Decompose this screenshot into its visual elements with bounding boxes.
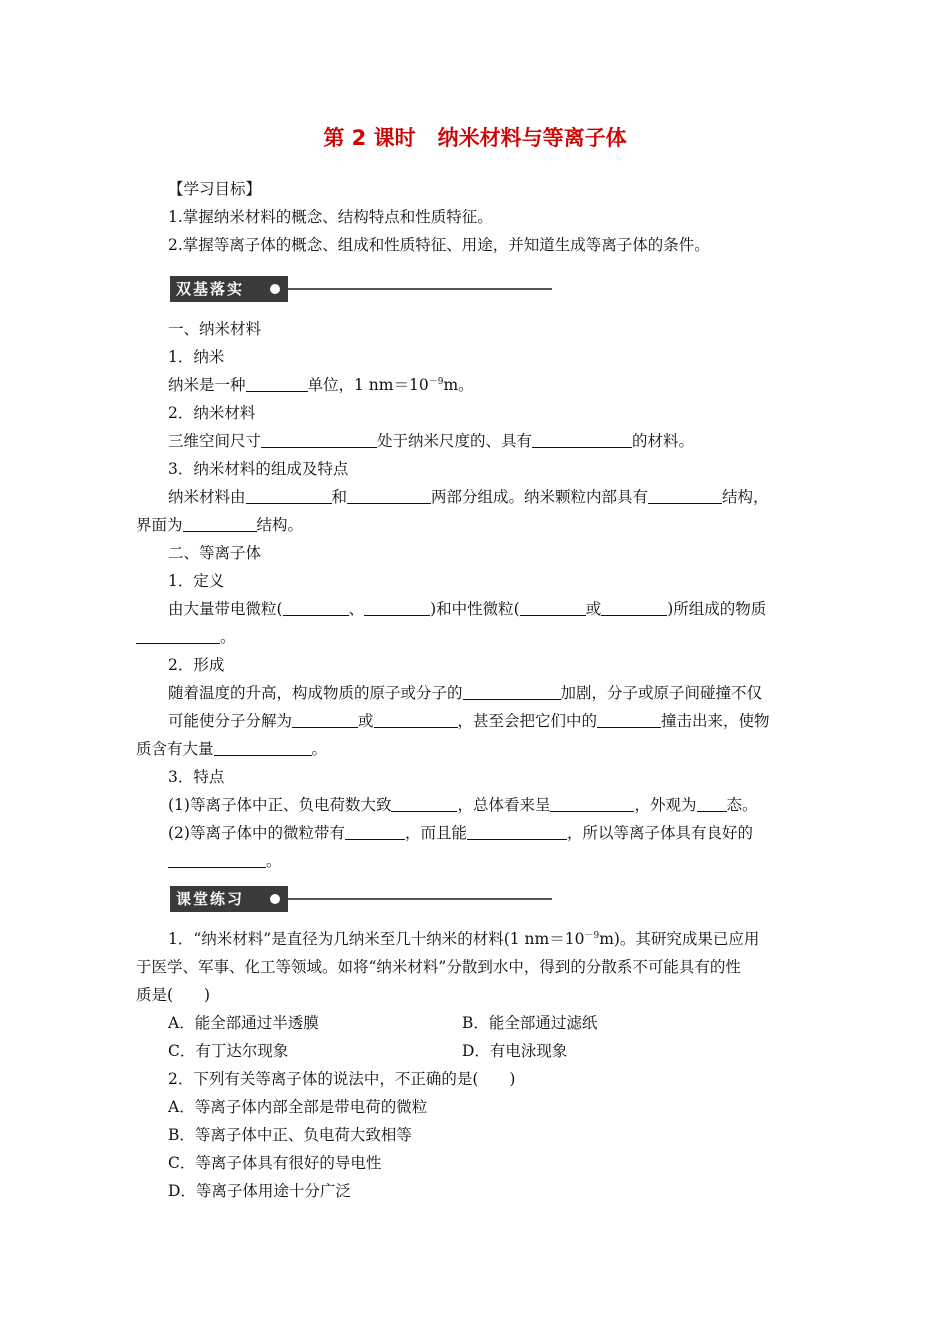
fill-blank[interactable] (697, 795, 727, 812)
text-line: 。 (136, 626, 236, 648)
fill-blank[interactable] (463, 683, 561, 700)
fill-blank[interactable] (136, 627, 220, 644)
fill-blank[interactable] (532, 431, 632, 448)
fill-blank[interactable] (183, 515, 257, 532)
text-line: 可能使分子分解为 或 ，甚至会把它们中的 撞击出来，使物 (168, 712, 770, 730)
section-heading: 二、等离子体 (168, 544, 262, 562)
text-line: 纳米是一种 单位，1 $nm=10^{-9}m$。 (168, 376, 474, 394)
banner-rule (288, 898, 552, 900)
text-line: 界面为 结构。 (136, 516, 304, 534)
text-line: 随着温度的升高，构成物质的原子或分子的 加剧，分子或原子间碰撞不仅 (168, 684, 763, 702)
fill-blank[interactable] (214, 739, 312, 756)
question-1-cont: 质是( ) (136, 986, 211, 1004)
section-banner-practice (170, 886, 552, 912)
banner-rule (288, 288, 552, 290)
subsection-heading: 1．定义 (168, 572, 225, 590)
option-b[interactable]: B．能全部通过滤纸 (462, 1014, 598, 1032)
text-line: 由大量带电微粒( 、 )和中性微粒( 或 )所组成的物质 (168, 600, 767, 618)
question-1-cont: 于医学、军事、化工等领域。如将“纳米材料”分散到水中，得到的分散系不可能具有的性 (136, 958, 741, 976)
text-line: 质含有大量 。 (136, 740, 328, 758)
fill-blank[interactable] (467, 823, 567, 840)
fill-blank[interactable] (550, 795, 634, 812)
fill-blank[interactable] (520, 599, 586, 616)
fill-blank[interactable] (246, 487, 332, 504)
objective-item: 1.掌握纳米材料的概念、结构特点和性质特征。 (168, 208, 493, 226)
text-line: 三维空间尺寸 处于纳米尺度的、具有 的材料。 (168, 432, 695, 450)
fill-blank[interactable] (601, 599, 667, 616)
text-line: 纳米材料由 和 两部分组成。纳米颗粒内部具有 结构， (168, 488, 769, 506)
question-2: 2．下列有关等离子体的说法中，不正确的是( ) (168, 1070, 516, 1088)
subsection-heading: 3．纳米材料的组成及特点 (168, 460, 349, 478)
option-c[interactable]: C．有丁达尔现象 (168, 1042, 289, 1060)
text-line: (2)等离子体中的微粒带有 ，而且能 ，所以等离子体具有良好的 (168, 824, 753, 842)
text-line: (1)等离子体中正、负电荷数大致 ，总体看来呈 ，外观为 态。 (168, 796, 758, 814)
fill-blank[interactable] (364, 599, 430, 616)
option-d[interactable]: D．有电泳现象 (462, 1042, 568, 1060)
fill-blank[interactable] (246, 375, 308, 392)
section-banner-basics (170, 276, 552, 302)
fill-blank[interactable] (168, 851, 266, 868)
subsection-heading: 1．纳米 (168, 348, 225, 366)
subsection-heading: 3．特点 (168, 768, 225, 786)
subsection-heading: 2．形成 (168, 656, 225, 674)
section-heading: 一、纳米材料 (168, 320, 262, 338)
option-a[interactable]: A．能全部通过半透膜 (168, 1014, 319, 1032)
fill-blank[interactable] (283, 599, 349, 616)
fill-blank[interactable] (597, 711, 661, 728)
option-b[interactable]: B．等离子体中正、负电荷大致相等 (168, 1126, 412, 1144)
fill-blank[interactable] (648, 487, 722, 504)
bullet-dot-icon (270, 894, 280, 904)
fill-blank[interactable] (345, 823, 405, 840)
banner-label: 双基落实 (170, 276, 288, 302)
objectives-heading: 【学习目标】 (168, 180, 262, 198)
objective-item: 2.掌握等离子体的概念、组成和性质特征、用途，并知道生成等离子体的条件。 (168, 236, 710, 254)
fill-blank[interactable] (374, 711, 458, 728)
option-a[interactable]: A．等离子体内部全部是带电荷的微粒 (168, 1098, 428, 1116)
option-c[interactable]: C．等离子体具有很好的导电性 (168, 1154, 382, 1172)
text-line: 。 (168, 850, 282, 872)
fill-blank[interactable] (391, 795, 457, 812)
option-d[interactable]: D．等离子体用途十分广泛 (168, 1182, 351, 1200)
fill-blank[interactable] (292, 711, 358, 728)
banner-label: 课堂练习 (170, 886, 288, 912)
question-1: 1．“纳米材料”是直径为几纳米至几十纳米的材料(1 $nm=10^{-9}m$)。其研究成果已应用 (168, 930, 760, 948)
bullet-dot-icon (270, 284, 280, 294)
fill-blank[interactable] (347, 487, 431, 504)
page-title (0, 122, 950, 152)
lesson-number: 第 2 课时 (323, 126, 416, 150)
fill-blank[interactable] (261, 431, 377, 448)
subsection-heading: 2．纳米材料 (168, 404, 256, 422)
lesson-topic: 纳米材料与等离子体 (437, 126, 627, 150)
